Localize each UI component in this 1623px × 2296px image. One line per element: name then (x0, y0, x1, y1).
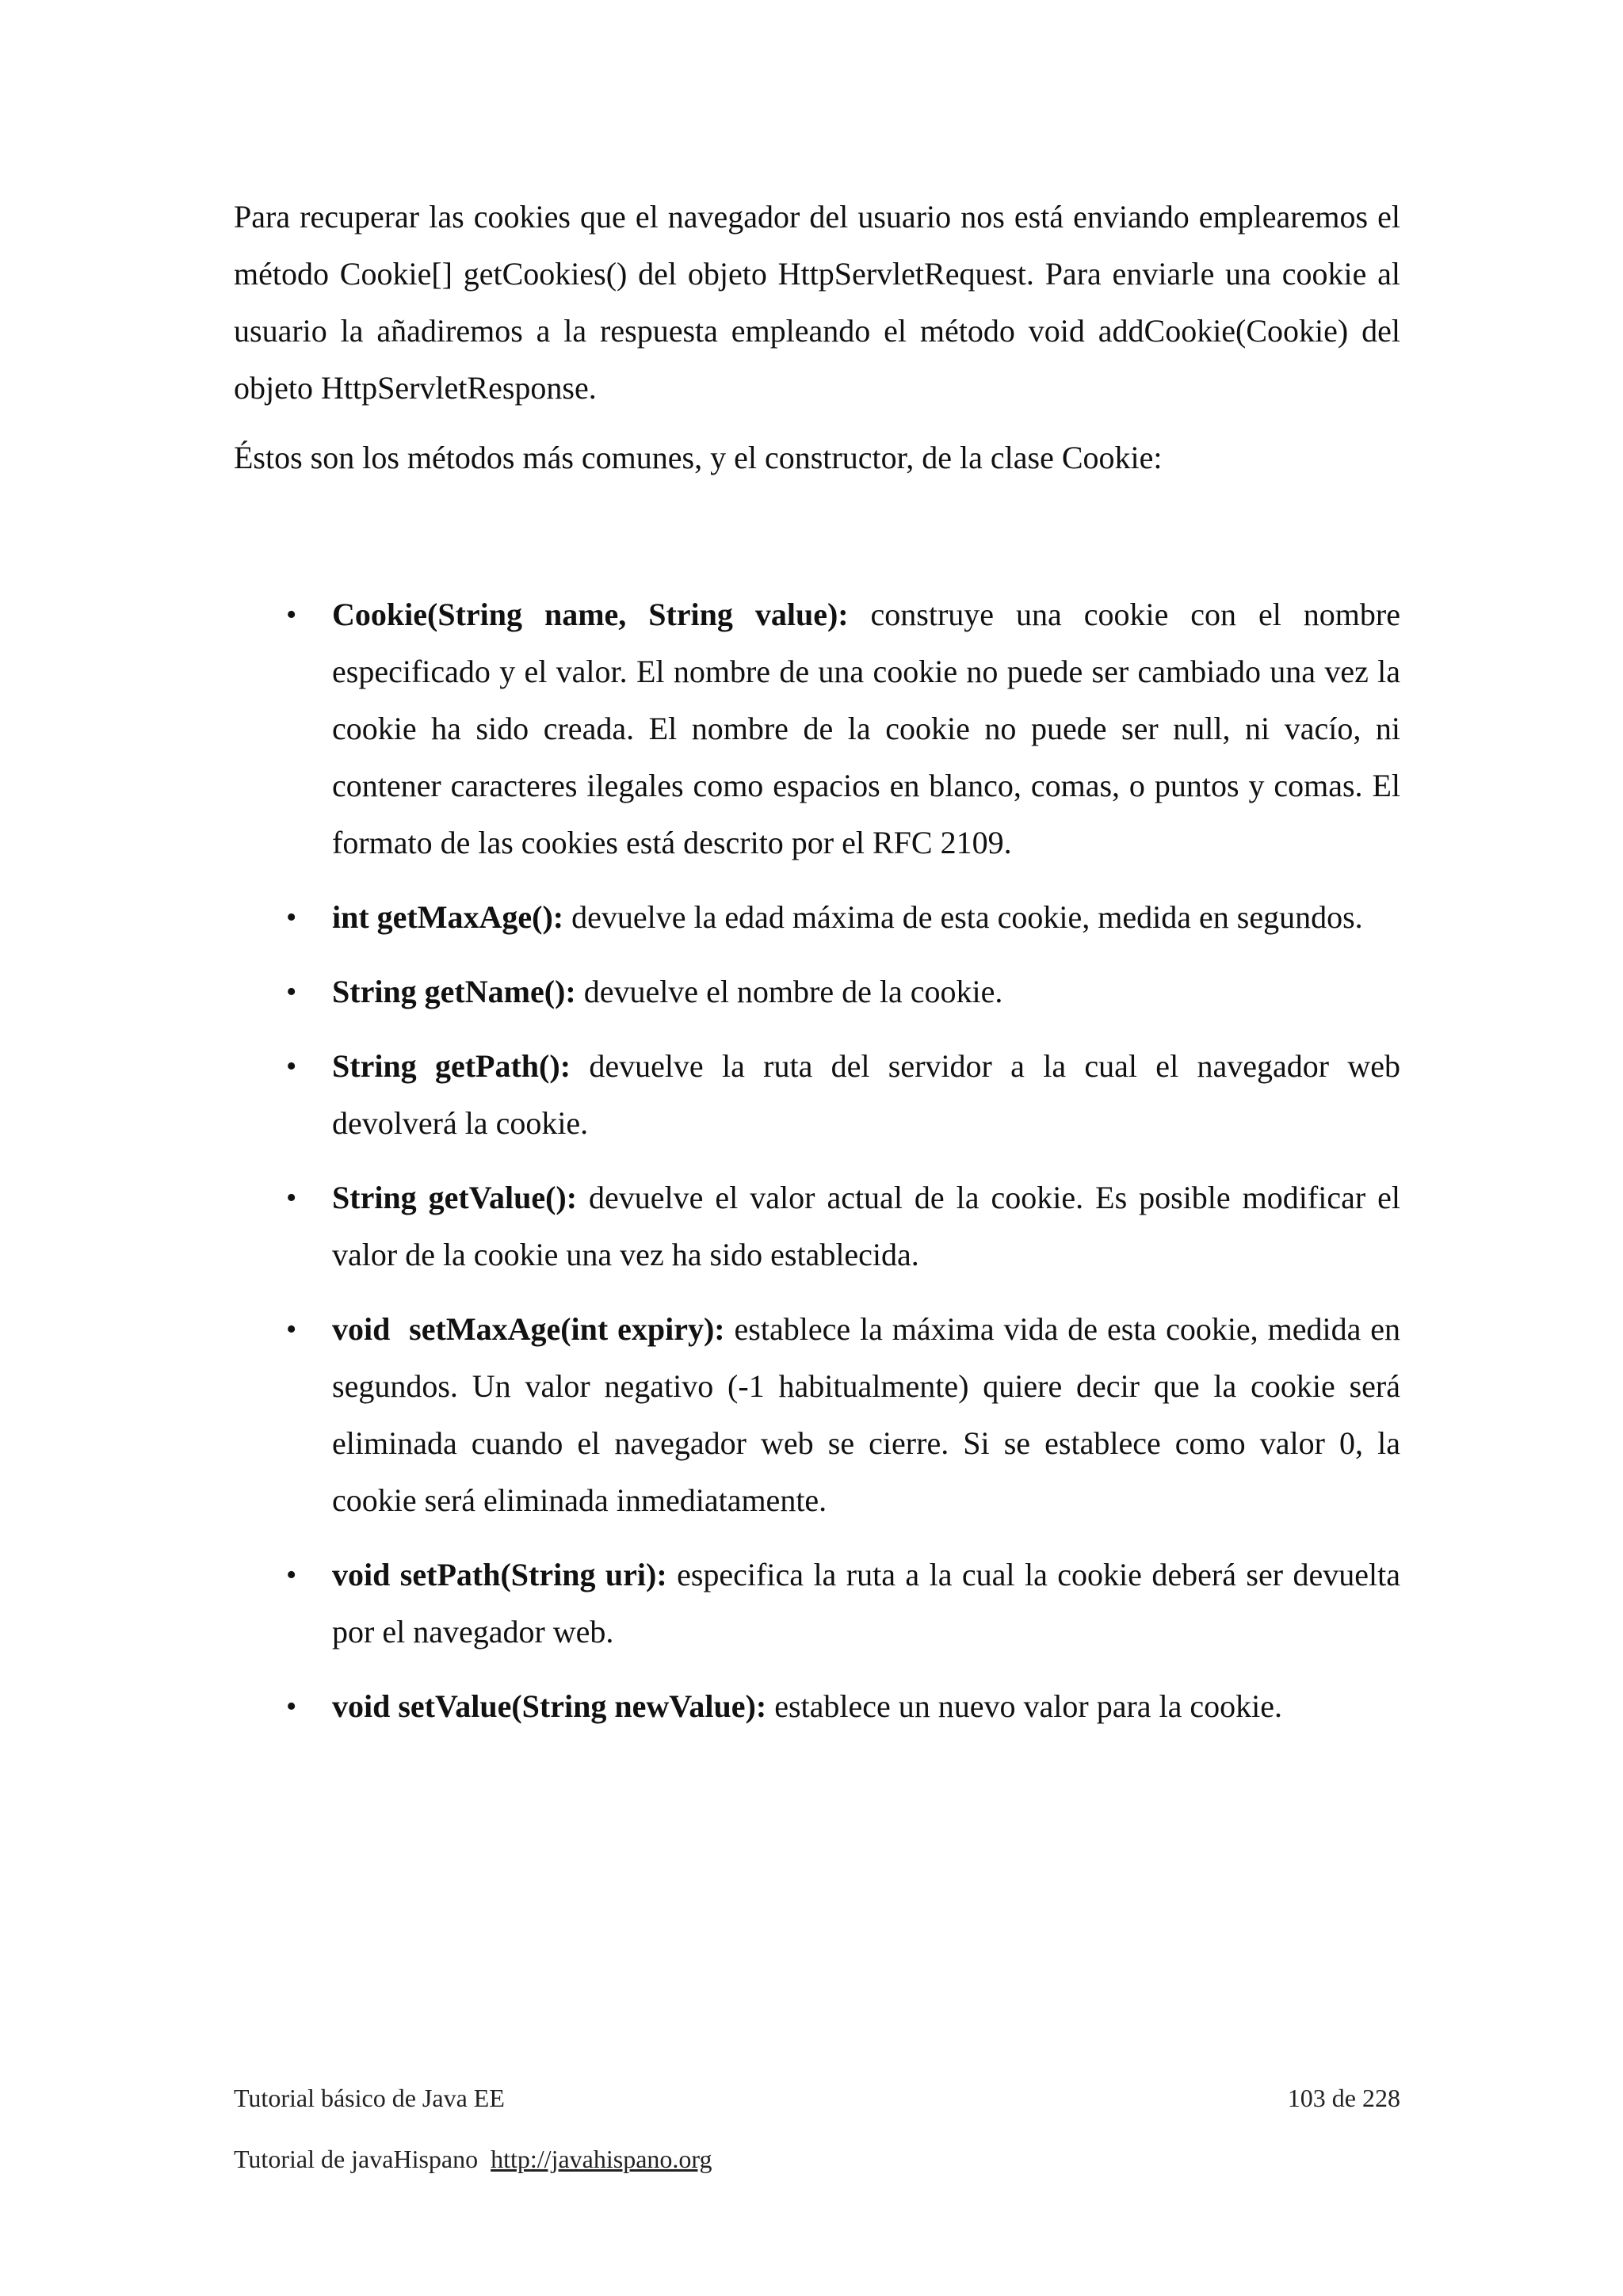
list-item (234, 1547, 1400, 1661)
method-signature: String getName(): (332, 974, 576, 1009)
intro-paragraph: Para recuperar las cookies que el navegador del usuario nos está enviando emplearemos el método Cookie[] getCookies() del objeto HttpServletRequest. Para enviarle una cookie al usuario la añadiremos a la respuesta empleando el método void addCookie(Cookie) del objeto HttpServletResponse. (234, 199, 1400, 406)
cookie-methods-list (234, 586, 1400, 1735)
method-signature: void setMaxAge(int expiry): (332, 1311, 725, 1347)
method-signature: void setPath(String uri): (332, 1557, 667, 1592)
bullet-icon: • (286, 1313, 297, 1346)
method-signature: String getPath(): (332, 1048, 571, 1084)
method-signature: void setValue(String newValue): (332, 1688, 767, 1724)
list-item (234, 963, 1400, 1020)
method-signature: int getMaxAge(): (332, 899, 564, 935)
footer-title-row (234, 2082, 1400, 2114)
list-item (234, 1169, 1400, 1283)
method-description: construye una cookie con el nombre especificado y el valor. El nombre de una cookie no puede ser cambiado una vez la cookie ha sido creada. El nombre de la cookie no puede ser null, ni vacío, ni contener caracteres ilegales como espacios en blanco, comas, o puntos y comas. El formato de las cookies está descrito por el RFC 2109. (332, 597, 1400, 860)
method-description: establece un nuevo valor para la cookie. (766, 1688, 1283, 1724)
page-current: 103 (1287, 2084, 1326, 2112)
methods-intro-paragraph: Éstos son los métodos más comunes, y el constructor, de la clase Cookie: (234, 440, 1163, 475)
method-description: devuelve el valor actual de la cookie. Es posible modificar el valor de la cookie una vez ha sido establecida. (332, 1180, 1401, 1272)
method-description: devuelve la ruta del servidor a la cual el navegador web devolverá la cookie. (332, 1048, 1400, 1141)
list-item (234, 1301, 1400, 1529)
page-content (234, 189, 1400, 1753)
method-description: devuelve la edad máxima de esta cookie, medida en segundos. (563, 899, 1363, 935)
method-description: establece la máxima vida de esta cookie, medida en segundos. Un valor negativo (-1 habitualmente) quiere decir que la cookie será eliminada cuando el navegador web se cierre. Si se establece como valor 0, la cookie será eliminada inmediatamente. (332, 1311, 1400, 1518)
bullet-icon: • (286, 1181, 297, 1215)
list-item (234, 1678, 1400, 1735)
footer-title: Tutorial básico de Java EE (234, 2084, 505, 2112)
footer-credit-row (234, 2143, 1400, 2175)
method-description: especifica la ruta a la cual la cookie deberá ser devuelta por el navegador web. (332, 1557, 1400, 1650)
bullet-icon: • (286, 1558, 297, 1592)
footer-credit: Tutorial de javaHispano (234, 2145, 479, 2173)
bullet-icon: • (286, 1050, 297, 1083)
page-number (1288, 2082, 1400, 2114)
list-item (234, 889, 1400, 946)
bullet-icon: • (286, 598, 297, 631)
list-item (234, 586, 1400, 871)
method-signature: String getValue(): (332, 1180, 578, 1215)
list-item (234, 1038, 1400, 1152)
bullet-icon: • (286, 975, 297, 1009)
method-signature: Cookie(String name, String value): (332, 597, 849, 632)
bullet-icon: • (286, 901, 297, 934)
method-description: devuelve el nombre de la cookie. (575, 974, 1003, 1009)
page-total: 228 (1362, 2084, 1400, 2112)
footer-link[interactable]: http://javahispano.org (491, 2145, 712, 2173)
page-of: de (1331, 2084, 1356, 2112)
bullet-icon: • (286, 1690, 297, 1723)
